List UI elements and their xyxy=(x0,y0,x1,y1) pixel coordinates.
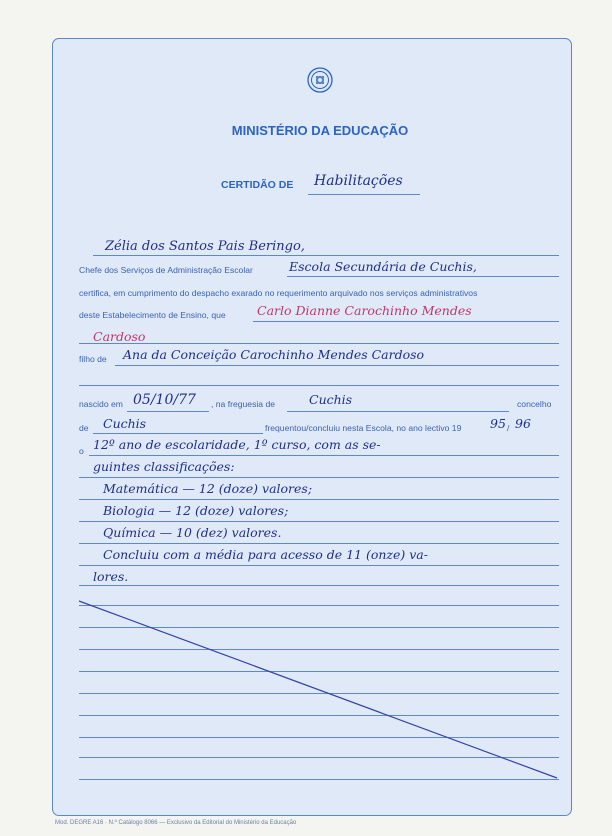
result-line: guintes classificações: xyxy=(93,459,235,474)
result-line: 12º ano de escolaridade, 1º curso, com as se- xyxy=(93,437,381,452)
result-line: Química — 10 (dez) valores. xyxy=(103,525,282,540)
result-line: lores. xyxy=(93,569,129,584)
certificate-title-label: CERTIDÃO DE xyxy=(221,179,294,191)
label-frequentou: frequentou/concluiu nesta Escola, no ano lectivo 19 xyxy=(265,423,462,433)
certificate-form xyxy=(52,38,572,816)
official-name: Zélia dos Santos Pais Beringo, xyxy=(105,239,305,254)
label-de: de xyxy=(79,423,89,433)
label-filho: filho de xyxy=(79,354,107,364)
label-chefe: Chefe dos Serviços de Administração Escolar xyxy=(79,265,253,275)
birth-date: 05/10/77 xyxy=(133,392,196,408)
school-name: Escola Secundária de Cuchis, xyxy=(289,259,477,274)
result-line: Biologia — 12 (doze) valores; xyxy=(103,503,289,518)
label-nascido: nascido em xyxy=(79,399,123,409)
result-line: Matemática — 12 (doze) valores; xyxy=(103,481,313,496)
label-concelho: concelho xyxy=(517,399,552,409)
student-name-continued: Cardoso xyxy=(93,329,146,344)
concelho: Cuchis xyxy=(103,416,147,431)
label-deste: deste Estabelecimento de Ensino, que xyxy=(79,310,226,320)
year-slash: / xyxy=(507,423,510,433)
footer-catalog: Mod. DEGRE A16 · N.º Catálogo 8066 — Exclusivo da Editorial do Ministério da Educação xyxy=(55,820,297,826)
label-o: o xyxy=(79,446,84,456)
year-start: 95 xyxy=(490,416,506,431)
certificate-type: Habilitações xyxy=(314,173,403,189)
parents-name: Ana da Conceição Carochinho Mendes Cardoso xyxy=(123,347,425,362)
cancel-strike-line xyxy=(53,39,571,815)
freguesia: Cuchis xyxy=(309,392,353,407)
label-certifica: certifica, em cumprimento do despacho exarado no requerimento arquivado nos serviços administrativos xyxy=(79,288,478,298)
year-end: 96 xyxy=(515,416,531,431)
ministry-title: MINISTÉRIO DA EDUCAÇÃO xyxy=(231,123,409,138)
student-name: Carlo Dianne Carochinho Mendes xyxy=(257,303,472,318)
result-line: Concluiu com a média para acesso de 11 (onze) va- xyxy=(103,547,428,562)
label-freguesia: , na freguesia de xyxy=(211,399,276,409)
